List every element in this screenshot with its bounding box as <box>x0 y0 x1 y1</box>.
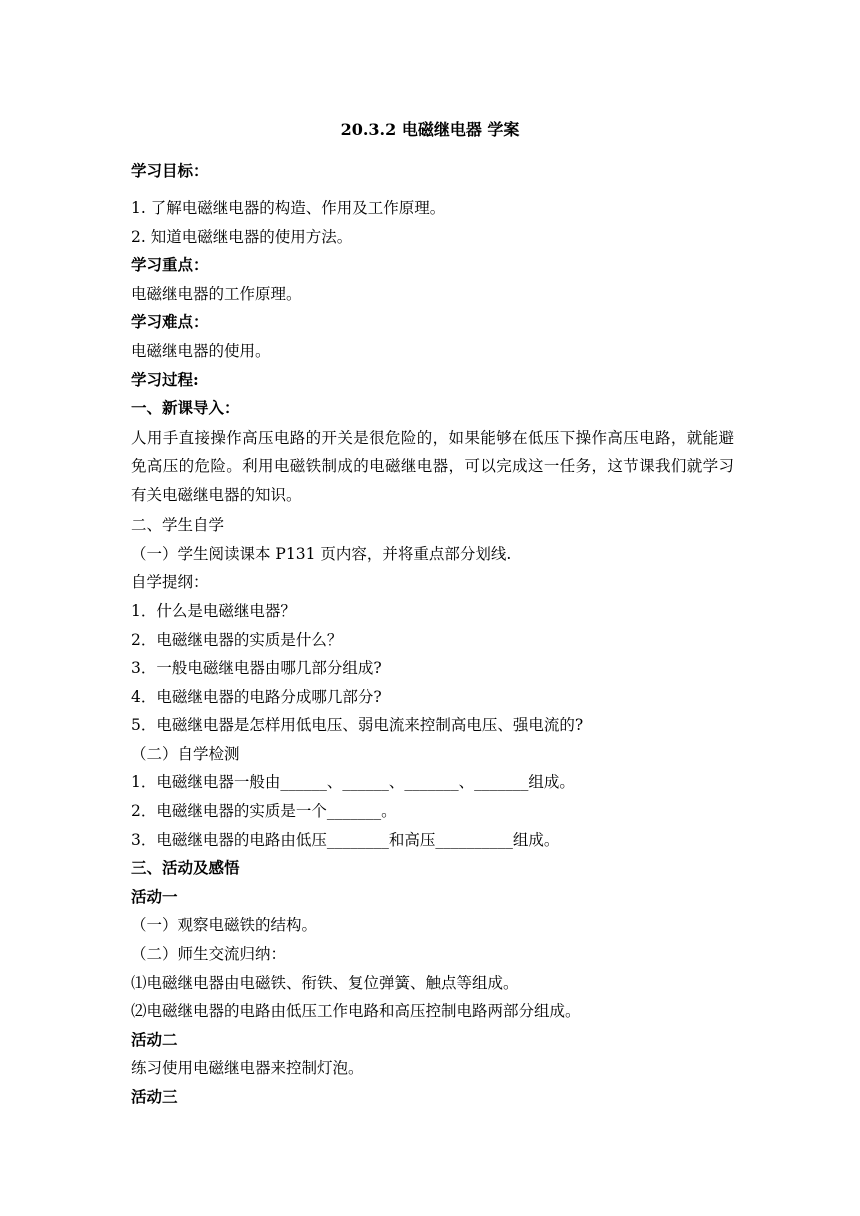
activity-2-heading: 活动二 <box>131 1029 178 1049</box>
outline-question-3: 3．一般电磁继电器由哪几部分组成? <box>131 659 382 678</box>
goal-item-2: 2. 知道电磁继电器的使用方法。 <box>131 227 353 246</box>
difficulty-text: 电磁继电器的使用。 <box>131 341 271 360</box>
activity-1-line-2: （二）师生交流归纳： <box>131 945 287 964</box>
outline-heading: 自学提纲： <box>131 573 209 592</box>
key-points-heading: 学习重点： <box>131 255 209 275</box>
self-study-instruction: （一）学生阅读课本 P131 页内容，并将重点部分划线. <box>131 544 512 563</box>
outline-question-5: 5．电磁继电器是怎样用低电压、弱电流来控制高电压、强电流的? <box>131 716 584 735</box>
goals-heading: 学习目标： <box>131 161 209 180</box>
activity-1-heading: 活动一 <box>131 886 178 906</box>
activity-1-line-3: ⑴电磁继电器由电磁铁、衔铁、复位弹簧、触点等组成。 <box>131 973 519 992</box>
section-3-heading: 三、活动及感悟 <box>131 858 240 878</box>
activity-2-text: 练习使用电磁继电器来控制灯泡。 <box>131 1059 364 1078</box>
section-1-heading: 一、新课导入： <box>131 398 240 418</box>
outline-question-2: 2．电磁继电器的实质是什么？ <box>131 630 343 649</box>
key-points-text: 电磁继电器的工作原理。 <box>131 284 302 303</box>
process-heading: 学习过程: <box>131 369 199 389</box>
section-2-heading: 二、学生自学 <box>131 516 225 535</box>
self-check-item-1: 1．电磁继电器一般由______、______、_______、_______组成。 <box>131 773 575 792</box>
outline-question-4: 4．电磁继电器的电路分成哪几部分? <box>131 687 382 706</box>
activity-1-line-4: ⑵电磁继电器的电路由低压工作电路和高压控制电路两部分组成。 <box>131 1002 581 1021</box>
activity-3-heading: 活动三 <box>131 1087 178 1106</box>
activity-1-line-1: （一）观察电磁铁的结构。 <box>131 916 318 935</box>
difficulty-heading: 学习难点： <box>131 312 209 332</box>
goal-item-1: 1. 了解电磁继电器的构造、作用及工作原理。 <box>131 199 446 217</box>
document-title: 20.3.2 电磁继电器 学案 <box>340 120 520 139</box>
self-check-heading: （二）自学检测 <box>131 744 240 763</box>
self-check-item-3: 3．电磁继电器的电路由低压________和高压__________组成。 <box>131 830 560 849</box>
outline-question-1: 1．什么是电磁继电器？ <box>131 601 296 620</box>
section-1-paragraph: 人用手直接操作高压电路的开关是很危险的，如果能够在低压下操作高压电路，就能避免高压的危险。利用电磁铁制成的电磁继电器，可以完成这一任务，这节课我们就学习有关电磁继电器的知识。 <box>131 428 734 504</box>
self-check-item-2: 2．电磁继电器的实质是一个_______。 <box>131 802 397 821</box>
document-body <box>131 158 734 1113</box>
